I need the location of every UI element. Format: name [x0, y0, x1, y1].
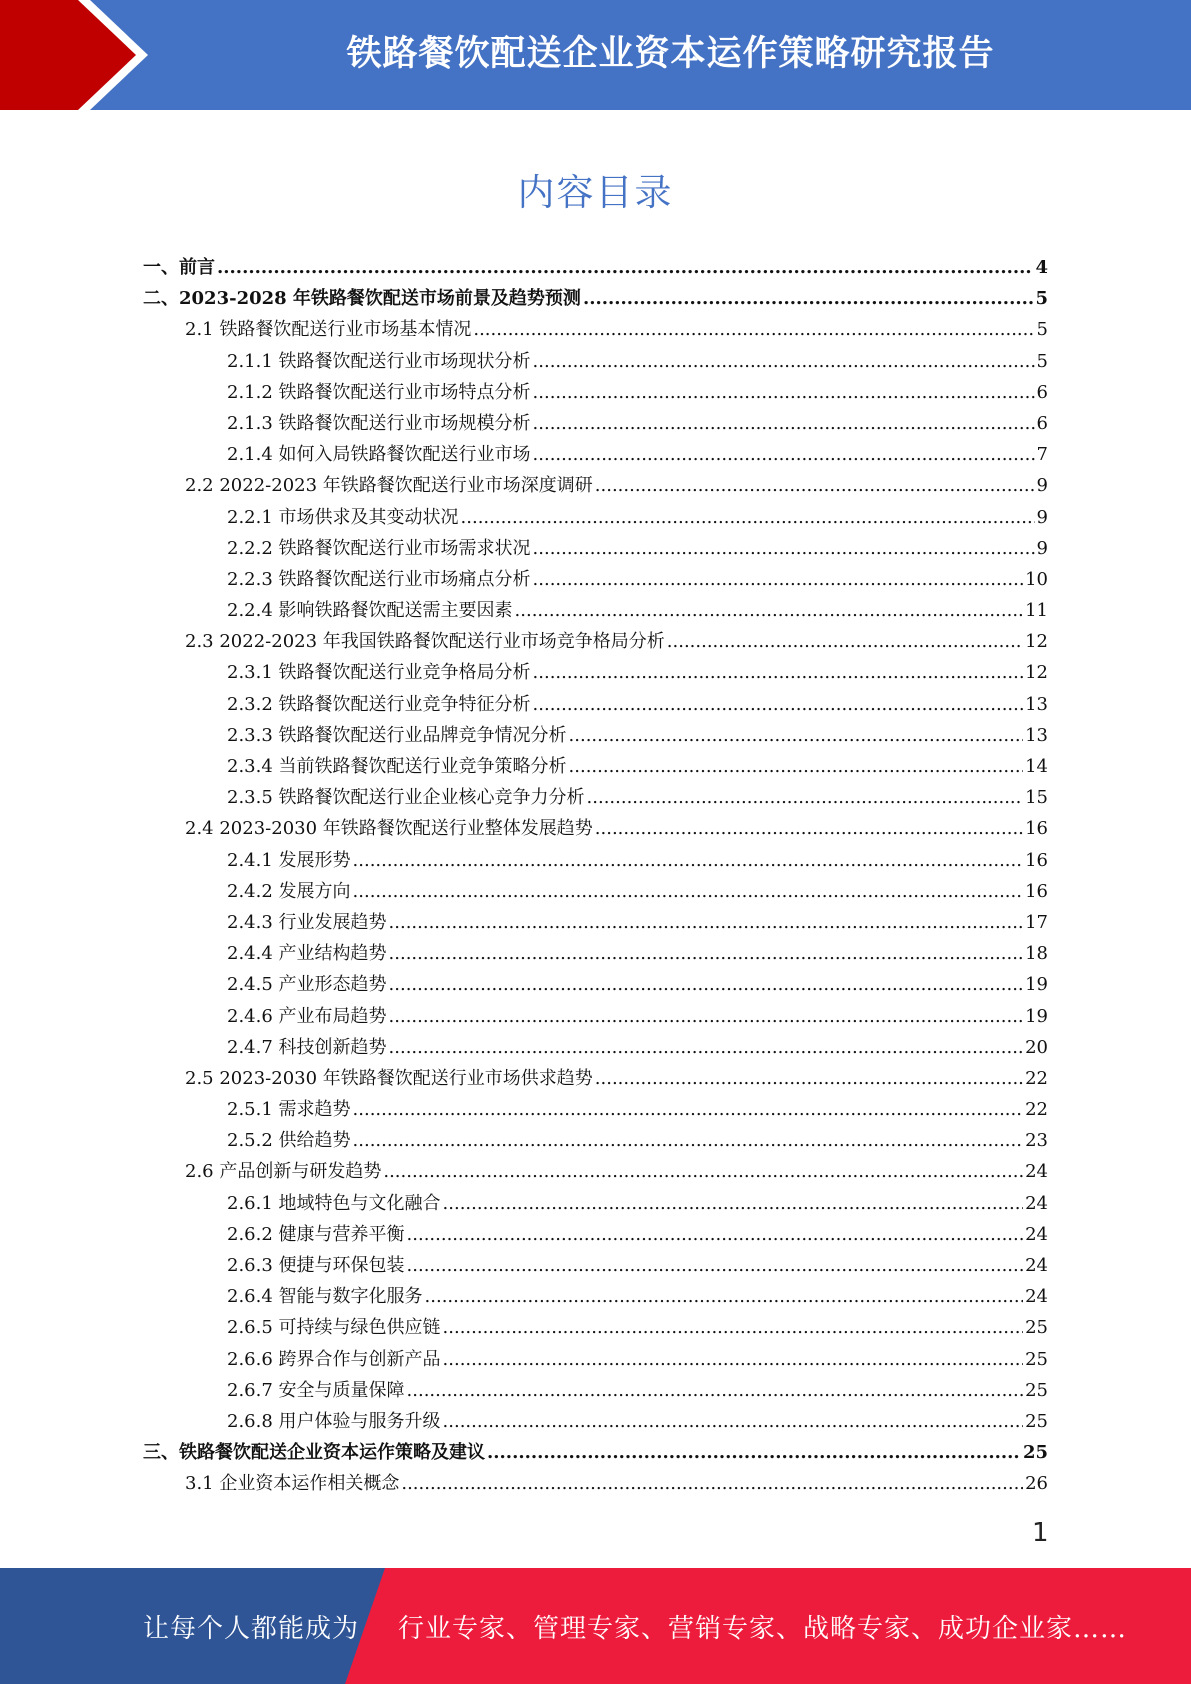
toc-entry-label: 2.6.3 便捷与环保包装 [227, 1255, 405, 1276]
toc-entry-label: 2.2.1 市场供求及其变动状况 [227, 506, 459, 528]
footer-banner [0, 1568, 1191, 1684]
toc-dot-leader [487, 1437, 1021, 1468]
toc-entry[interactable] [143, 751, 1048, 782]
toc-entry-page: 22 [1025, 1067, 1048, 1089]
toc-entry-page: 13 [1025, 724, 1048, 746]
toc-entry-label: 2.6.7 安全与质量保障 [227, 1379, 405, 1401]
toc-entry-label: 2.2.4 影响铁路餐饮配送需主要因素 [227, 600, 513, 622]
toc-dot-leader [443, 1406, 1024, 1437]
toc-entry[interactable] [143, 1468, 1048, 1499]
toc-entry-page: 13 [1025, 693, 1048, 715]
toc-entry[interactable] [143, 346, 1048, 377]
toc-entry-label: 2.4 2023-2030 年铁路餐饮配送行业整体发展趋势 [185, 818, 593, 840]
toc-entry[interactable] [143, 813, 1048, 844]
toc-dot-leader [473, 314, 1034, 345]
toc-entry-page: 24 [1025, 1161, 1048, 1183]
toc-entry[interactable] [143, 408, 1048, 439]
toc-entry[interactable] [143, 1001, 1048, 1032]
toc-dot-leader [443, 1312, 1024, 1343]
toc-entry[interactable] [143, 720, 1048, 751]
toc-entry-page: 7 [1036, 444, 1048, 466]
toc-dot-leader [533, 377, 1035, 408]
toc-entry[interactable] [143, 1281, 1048, 1312]
toc-entry-page: 19 [1025, 1005, 1048, 1027]
toc-entry[interactable] [143, 1156, 1048, 1187]
toc-entry-label: 2.4.1 发展形势 [227, 849, 351, 871]
toc-entry[interactable] [143, 252, 1048, 283]
toc-entry[interactable] [143, 1437, 1048, 1468]
toc-dot-leader [667, 626, 1023, 657]
toc-dot-leader [389, 1032, 1024, 1063]
toc-entry-page: 12 [1025, 662, 1048, 684]
toc-entry[interactable] [143, 845, 1048, 876]
toc-entry-label: 2.2.2 铁路餐饮配送行业市场需求状况 [227, 537, 531, 559]
toc-entry[interactable] [143, 439, 1048, 470]
toc-entry-page: 10 [1025, 568, 1048, 590]
toc-entry-label: 2.4.7 科技创新趋势 [227, 1036, 387, 1058]
toc-entry-label: 2.6.6 跨界合作与创新产品 [227, 1348, 441, 1370]
toc-entry[interactable] [143, 1312, 1048, 1343]
toc-entry[interactable] [143, 1219, 1048, 1250]
toc-dot-leader [353, 1125, 1024, 1156]
toc-entry-page: 25 [1025, 1348, 1048, 1370]
toc-entry-page: 23 [1025, 1130, 1048, 1152]
toc-entry-page: 25 [1025, 1379, 1048, 1401]
toc-dot-leader [533, 689, 1024, 720]
footer-slogan-right: 行业专家、管理专家、营销专家、战略专家、成功企业家…… [398, 1614, 1128, 1644]
toc-entry-page: 20 [1025, 1036, 1048, 1058]
toc-entry-label: 2.3.4 当前铁路餐饮配送行业竞争策略分析 [227, 756, 567, 777]
footer-slogan-left: 让每个人都能成为 [143, 1614, 360, 1644]
toc-entry-label: 2.2 2022-2023 年铁路餐饮配送行业市场深度调研 [185, 475, 593, 497]
toc-dot-leader [533, 533, 1035, 564]
toc-entry[interactable] [143, 876, 1048, 907]
toc-entry-label: 2.1.2 铁路餐饮配送行业市场特点分析 [227, 381, 531, 403]
toc-entry[interactable] [143, 938, 1048, 969]
toc-entry[interactable] [143, 689, 1048, 720]
toc-heading: 内容目录 [517, 171, 674, 214]
toc-entry-page: 11 [1025, 600, 1048, 622]
toc-entry[interactable] [143, 283, 1048, 314]
toc-entry-page: 16 [1025, 880, 1048, 902]
toc-entry-label: 2.3.2 铁路餐饮配送行业竞争特征分析 [227, 693, 531, 715]
toc-entry[interactable] [143, 907, 1048, 938]
toc-entry-label: 2.1 铁路餐饮配送行业市场基本情况 [185, 319, 472, 341]
toc-entry-page: 24 [1025, 1255, 1048, 1276]
toc-entry[interactable] [143, 377, 1048, 408]
toc-entry[interactable] [143, 1406, 1048, 1437]
toc-entry-label: 2.6.5 可持续与绿色供应链 [227, 1317, 441, 1339]
toc-entry[interactable] [143, 1125, 1048, 1156]
toc-entry-page: 12 [1025, 631, 1048, 653]
toc-dot-leader [407, 1375, 1024, 1406]
toc-entry-page: 25 [1025, 1410, 1048, 1432]
toc-entry[interactable] [143, 314, 1048, 345]
toc-entry-page: 18 [1025, 943, 1048, 965]
toc-dot-leader [595, 1063, 1023, 1094]
toc-dot-leader [353, 1094, 1024, 1125]
toc-entry-page: 5 [1036, 350, 1048, 372]
toc-dot-leader [515, 595, 1024, 626]
toc-entry-label: 2.5 2023-2030 年铁路餐饮配送行业市场供求趋势 [185, 1067, 593, 1089]
toc-dot-leader [353, 876, 1024, 907]
toc-entry-label: 2.1.3 铁路餐饮配送行业市场规模分析 [227, 412, 531, 434]
toc-dot-leader [407, 1219, 1024, 1250]
toc-dot-leader [383, 1156, 1023, 1187]
toc-entry-label: 2.3.3 铁路餐饮配送行业品牌竞争情况分析 [227, 724, 567, 746]
toc-dot-leader [533, 657, 1024, 688]
toc-entry-page: 4 [1035, 257, 1048, 278]
toc-entry-label: 一、前言 [143, 257, 215, 278]
toc-entry[interactable] [143, 626, 1048, 657]
toc-dot-leader [595, 813, 1023, 844]
toc-dot-leader [533, 346, 1035, 377]
toc-entry-page: 17 [1025, 911, 1048, 933]
toc-entry-page: 25 [1022, 1442, 1048, 1464]
toc-entry-label: 2.6.8 用户体验与服务升级 [227, 1410, 441, 1432]
page-number: 1 [1032, 1518, 1049, 1548]
toc-entry-label: 2.3.1 铁路餐饮配送行业竞争格局分析 [227, 662, 531, 684]
toc-entry-label: 2.6.4 智能与数字化服务 [227, 1286, 423, 1308]
toc-dot-leader [389, 938, 1024, 969]
toc-entry-page: 16 [1025, 849, 1048, 871]
toc-entry[interactable] [143, 1063, 1048, 1094]
toc-dot-leader [533, 564, 1024, 595]
toc-entry[interactable] [143, 657, 1048, 688]
toc-entry-page: 6 [1036, 412, 1048, 434]
toc-entry-page: 14 [1025, 756, 1048, 777]
toc-entry-page: 25 [1025, 1317, 1048, 1339]
toc-entry-page: 9 [1036, 475, 1048, 497]
toc-entry-page: 24 [1025, 1192, 1048, 1214]
toc-dot-leader [389, 907, 1024, 938]
toc-dot-leader [425, 1281, 1024, 1312]
toc-dot-leader [217, 252, 1033, 283]
toc-entry[interactable] [143, 595, 1048, 626]
toc-entry-page: 9 [1036, 537, 1048, 559]
toc-entry-label: 2.6.1 地域特色与文化融合 [227, 1192, 441, 1214]
toc-entry-label: 3.1 企业资本运作相关概念 [185, 1473, 400, 1495]
toc-entry-label: 2.1.4 如何入局铁路餐饮配送行业市场 [227, 444, 531, 466]
toc-entry-page: 19 [1025, 974, 1048, 996]
toc-entry-label: 2.4.6 产业布局趋势 [227, 1005, 387, 1027]
toc-entry-label: 2.3 2022-2023 年我国铁路餐饮配送行业市场竞争格局分析 [185, 631, 665, 653]
toc-entry-label: 2.4.4 产业结构趋势 [227, 943, 387, 965]
toc-entry-label: 2.5.2 供给趋势 [227, 1130, 351, 1152]
toc-dot-leader [569, 720, 1024, 751]
toc-entry[interactable] [143, 533, 1048, 564]
toc-entry-label: 2.1.1 铁路餐饮配送行业市场现状分析 [227, 350, 531, 372]
toc-entry-page: 22 [1025, 1099, 1048, 1121]
toc-entry-label: 二、2023-2028 年铁路餐饮配送市场前景及趋势预测 [143, 288, 581, 310]
toc-dot-leader [583, 283, 1034, 314]
table-of-contents [143, 252, 1048, 1500]
toc-entry-label: 2.4.3 行业发展趋势 [227, 911, 387, 933]
toc-entry-page: 26 [1025, 1473, 1048, 1495]
toc-entry-page: 24 [1025, 1223, 1048, 1245]
toc-entry[interactable] [143, 564, 1048, 595]
toc-dot-leader [389, 1001, 1024, 1032]
toc-dot-leader [401, 1468, 1023, 1499]
toc-dot-leader [353, 845, 1024, 876]
toc-entry-label: 2.4.5 产业形态趋势 [227, 974, 387, 996]
toc-entry-label: 2.6.2 健康与营养平衡 [227, 1223, 405, 1245]
toc-dot-leader [569, 751, 1024, 782]
toc-dot-leader [533, 439, 1035, 470]
toc-entry-page: 16 [1025, 818, 1048, 840]
toc-dot-leader [461, 502, 1035, 533]
toc-entry[interactable] [143, 969, 1048, 1000]
toc-entry[interactable] [143, 1032, 1048, 1063]
toc-dot-leader [533, 408, 1035, 439]
report-title: 铁路餐饮配送企业资本运作策略研究报告 [346, 34, 995, 74]
toc-entry-page: 5 [1035, 288, 1048, 310]
toc-entry[interactable] [143, 470, 1048, 501]
toc-entry[interactable] [143, 1188, 1048, 1219]
toc-entry[interactable] [143, 502, 1048, 533]
toc-dot-leader [443, 1188, 1024, 1219]
toc-entry[interactable] [143, 1250, 1048, 1281]
toc-entry[interactable] [143, 782, 1048, 813]
toc-entry[interactable] [143, 1375, 1048, 1406]
toc-entry[interactable] [143, 1344, 1048, 1375]
toc-entry-label: 2.5.1 需求趋势 [227, 1099, 351, 1121]
toc-entry-label: 三、铁路餐饮配送企业资本运作策略及建议 [143, 1442, 485, 1464]
toc-dot-leader [595, 470, 1035, 501]
toc-entry-label: 2.6 产品创新与研发趋势 [185, 1161, 382, 1183]
toc-entry[interactable] [143, 1094, 1048, 1125]
toc-entry-page: 9 [1036, 506, 1048, 528]
toc-entry-label: 2.4.2 发展方向 [227, 880, 351, 902]
toc-dot-leader [587, 782, 1024, 813]
toc-dot-leader [407, 1250, 1024, 1281]
toc-entry-page: 5 [1036, 319, 1048, 341]
header-banner [0, 0, 1191, 110]
toc-entry-page: 6 [1036, 381, 1048, 403]
toc-entry-label: 2.3.5 铁路餐饮配送行业企业核心竞争力分析 [227, 787, 585, 809]
toc-entry-label: 2.2.3 铁路餐饮配送行业市场痛点分析 [227, 568, 531, 590]
toc-dot-leader [389, 969, 1024, 1000]
toc-entry-page: 24 [1025, 1286, 1048, 1308]
toc-entry-page: 15 [1025, 787, 1048, 809]
toc-dot-leader [443, 1344, 1024, 1375]
